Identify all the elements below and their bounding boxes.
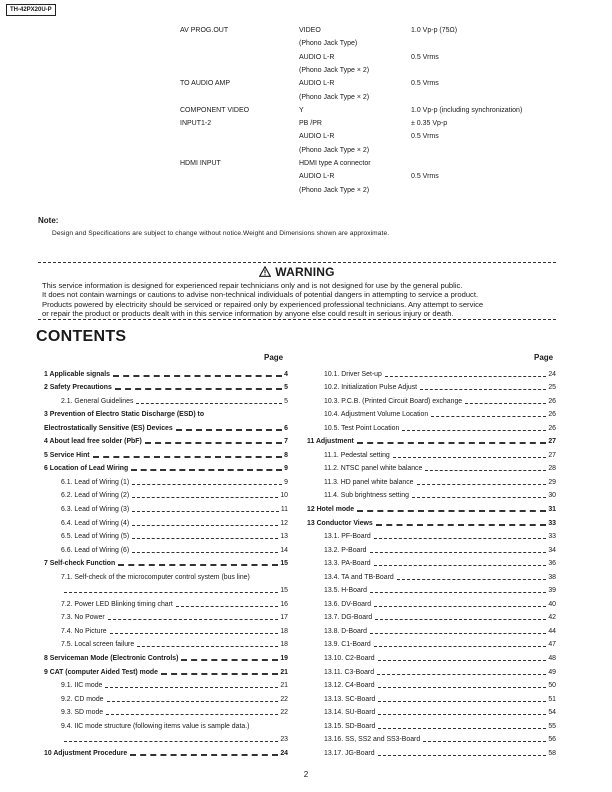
toc-entry-title: 6 Location of Lead Wiring (44, 465, 129, 473)
spec-item: VIDEO (299, 27, 321, 34)
toc-entry-page: 30 (548, 492, 556, 500)
toc-entry-page: 18 (280, 641, 288, 649)
toc-entry-title: 13.14. SU-Board (324, 709, 376, 717)
spec-row (0, 24, 612, 37)
toc-entry-title: 7 Self-check Function (44, 560, 116, 568)
spec-value: 0.5 Vrms (411, 53, 439, 61)
toc-entry-page: 26 (548, 397, 556, 405)
toc-entry-title: 13.11. C3-Board (324, 668, 375, 676)
toc-entry-title: 13 Conductor Views (307, 519, 373, 527)
warning-line: or repair the product or products dealt with in this service information by anyone else could result in serious injury or death. (42, 308, 454, 318)
toc-entry-page: 21 (280, 668, 288, 676)
toc-entry-title: 11 Adjustment (307, 438, 354, 446)
toc-entry-page: 19 (280, 655, 288, 663)
toc-entry[interactable] (44, 582, 288, 596)
toc-entry-title: 11.1. Pedestal setting (324, 451, 390, 459)
toc-entry-title: 10 Adjustment Procedure (44, 749, 128, 757)
toc-leader-line (118, 564, 278, 566)
spec-row (0, 117, 612, 130)
toc-entry-title: 7.2. Power LED Blinking timing chart (61, 600, 173, 608)
toc-leader-line (431, 416, 546, 417)
toc-entry-page: 14 (280, 546, 288, 554)
spec-row (0, 170, 612, 183)
toc-entry[interactable] (44, 717, 288, 731)
spec-item: AUDIO L-R (299, 53, 335, 61)
toc-leader-line (176, 606, 278, 607)
toc-entry-title: 9.3. SD mode (61, 709, 104, 717)
toc-entry[interactable] (44, 392, 288, 406)
toc-leader-line (376, 524, 547, 526)
toc-leader-line (374, 646, 547, 647)
toc-entry[interactable] (307, 595, 556, 609)
toc-leader-line (377, 674, 546, 675)
toc-entry[interactable] (44, 731, 288, 745)
toc-leader-line (374, 538, 547, 539)
toc-leader-line (378, 701, 546, 702)
toc-leader-line (115, 388, 282, 390)
toc-leader-line (107, 701, 279, 702)
toc-entry[interactable] (307, 744, 556, 758)
spec-row (0, 91, 612, 104)
toc-entry[interactable] (307, 582, 556, 596)
toc-entry[interactable] (307, 717, 556, 731)
toc-entry-title: 6.6. Lead of Wiring (6) (61, 546, 130, 554)
spec-value: 1.0 Vp-p (75Ω) (411, 27, 458, 34)
toc-entry-title: 7.5. Local screen failure (61, 641, 135, 649)
toc-entry-page: 36 (548, 560, 556, 568)
toc-entry[interactable] (44, 609, 288, 623)
toc-leader-line (378, 660, 547, 661)
toc-entry-title: 7.4. No Picture (61, 627, 107, 635)
toc-entry-title: 13.12. C4-Board (324, 682, 375, 690)
toc-entry-page: 48 (548, 655, 556, 663)
toc-entry-title: 13.9. C1-Board (324, 641, 371, 649)
toc-entry-page: 38 (548, 573, 556, 581)
toc-entry-page: 8 (284, 451, 288, 459)
toc-entry[interactable] (44, 487, 288, 501)
toc-entry-title: 2.1. General Guidelines (61, 397, 134, 405)
toc-entry[interactable] (44, 528, 288, 542)
toc-leader-line (374, 606, 546, 607)
toc-entry-title: 10.4. Adjustment Volume Location (324, 411, 429, 419)
warning-title (38, 265, 556, 280)
toc-entry-title: 9.2. CD mode (61, 695, 104, 703)
toc-entry-title: 6.5. Lead of Wiring (5) (61, 533, 130, 541)
toc-entry[interactable] (307, 433, 556, 447)
toc-entry-page: 7 (284, 438, 288, 446)
page-column-header-right: Page (534, 353, 554, 362)
toc-entry-page: 26 (548, 424, 556, 432)
toc-entry[interactable] (307, 487, 556, 501)
toc-entry-page: 10 (280, 492, 288, 500)
spec-row (0, 184, 612, 197)
toc-entry[interactable] (44, 677, 288, 691)
spec-row (0, 64, 612, 77)
spec-label: TO AUDIO AMP (180, 80, 231, 88)
toc-leader-line (132, 484, 282, 485)
toc-entry-page: 4 (284, 370, 288, 378)
spec-item: (Phono Jack Type × 2) (299, 93, 370, 101)
toc-leader-line (93, 456, 283, 458)
toc-entry-title: 13.17. JG-Board (324, 749, 375, 757)
toc-entry-page: 51 (548, 695, 556, 703)
spec-label: COMPONENT VIDEO (180, 106, 250, 114)
toc-entry[interactable] (307, 514, 556, 528)
spec-row (0, 51, 612, 64)
toc-leader-line (145, 442, 282, 444)
toc-entry-title: 11.4. Sub brightness setting (324, 492, 409, 500)
warning-line: Products powered by electricity should be serviced or repaired only by experienced professional technicians. Any attempt to service (42, 299, 484, 309)
toc-entry[interactable] (307, 568, 556, 582)
toc-entry-title: 11.2. NTSC panel white balance (324, 465, 423, 473)
toc-entry-title: 3 Prevention of Electro Static Discharge (ESD) to (44, 411, 205, 419)
toc-entry-page: 34 (548, 546, 556, 554)
spec-item: (Phono Jack Type × 2) (299, 146, 370, 154)
toc-entry[interactable] (44, 649, 288, 663)
toc-leader-line (110, 633, 279, 634)
warning-line: This service information is designed for experienced repair technicians only and is not designed for use by the general public. (42, 281, 463, 290)
toc-entry[interactable] (44, 541, 288, 555)
spec-item: AUDIO L-R (299, 133, 335, 141)
toc-leader-line (132, 538, 278, 539)
toc-entry-title: 4 About lead free solder (PbF) (44, 438, 142, 446)
toc-entry-title: 13.4. TA and TB-Board (324, 573, 394, 581)
toc-entry[interactable] (307, 731, 556, 745)
toc-leader-line (375, 619, 546, 620)
toc-leader-line (412, 497, 546, 498)
toc-entry-title: 7.1. Self-check of the microcomputer control system (bus line) (61, 573, 250, 581)
toc-entry[interactable] (44, 595, 288, 609)
spec-row (0, 37, 612, 50)
toc-leader-line (370, 592, 546, 593)
toc-leader-line (357, 510, 546, 512)
toc-entry-title: 9.1. IIC mode (61, 682, 103, 690)
warning-title-text: WARNING (275, 265, 335, 279)
spec-label: HDMI INPUT (180, 160, 221, 167)
toc-leader-line (465, 403, 546, 404)
toc-entry-page: 54 (548, 709, 556, 717)
toc-entry[interactable] (307, 609, 556, 623)
toc-entry[interactable] (307, 555, 556, 569)
toc-entry-title: 9 CAT (computer Aided Test) mode (44, 668, 158, 676)
toc-entry-title: 10.2. Initialization Pulse Adjust (324, 384, 418, 392)
toc-entry-page: 56 (548, 736, 556, 744)
spec-item: (Phono Jack Type) (299, 40, 358, 48)
toc-entry[interactable] (44, 460, 288, 474)
toc-entry[interactable] (44, 663, 288, 677)
toc-leader-line (136, 403, 282, 404)
spec-label: INPUT1-2 (180, 120, 212, 128)
toc-leader-line (105, 687, 278, 688)
toc-entry-title: 6.2. Lead of Wiring (2) (61, 492, 130, 500)
note-label: Note: (38, 216, 59, 225)
toc-entry-title: 8 Serviceman Mode (Electronic Controls) (44, 655, 179, 663)
toc-entry-title: 13.5. H-Board (324, 587, 367, 595)
toc-leader-line (176, 429, 282, 431)
toc-leader-line (423, 741, 546, 742)
toc-entry-title: 10.3. P.C.B. (Printed Circuit Board) exchange (324, 397, 463, 405)
toc-entry-title: 10.5. Test Point Location (324, 424, 400, 432)
note-text: Design and Specifications are subject to change without notice.Weight and Dimensions shown are approximate. (52, 230, 390, 237)
toc-leader-line (378, 755, 547, 756)
toc-entry-title: Electrostatically Sensitive (ES) Devices (44, 424, 173, 432)
toc-entry[interactable] (44, 636, 288, 650)
toc-entry[interactable] (44, 622, 288, 636)
toc-leader-line (108, 619, 279, 620)
toc-entry-page: 40 (548, 600, 556, 608)
spec-label: AV PROG.OUT (180, 27, 229, 34)
toc-entry-page: 15 (280, 560, 288, 568)
toc-entry[interactable] (307, 365, 556, 379)
toc-entry-page: 39 (548, 587, 556, 595)
toc-entry-title: 13.7. DG-Board (324, 614, 373, 622)
toc-entry-page: 16 (280, 600, 288, 608)
toc-entry-page: 9 (284, 478, 288, 486)
toc-entry[interactable] (307, 446, 556, 460)
spec-item: (Phono Jack Type × 2) (299, 66, 370, 74)
toc-entry[interactable] (44, 744, 288, 758)
spec-value: 0.5 Vrms (411, 80, 439, 88)
toc-entry-page: 17 (280, 614, 288, 622)
toc-leader-line (420, 389, 546, 390)
toc-leader-line (370, 552, 547, 553)
toc-entry-page: 33 (548, 519, 556, 527)
toc-entry-title: 5 Service Hint (44, 451, 90, 459)
toc-entry[interactable] (307, 528, 556, 542)
toc-entry[interactable] (44, 433, 288, 447)
spec-value: ± 0.35 Vp-p (411, 120, 448, 128)
toc-entry-page: 29 (548, 478, 556, 486)
toc-entry-page: 42 (548, 614, 556, 622)
toc-entry[interactable] (307, 636, 556, 650)
toc-entry-title: 13.13. SC-Board (324, 695, 376, 703)
spec-value: 1.0 Vp-p (including synchronization) (411, 106, 523, 114)
toc-entry-page: 5 (284, 384, 288, 392)
toc-entry-page: 6 (284, 424, 288, 432)
spec-item: AUDIO L-R (299, 80, 335, 88)
toc-leader-line (378, 714, 546, 715)
toc-left-column (44, 365, 288, 758)
spec-item: PB /PR (299, 120, 322, 128)
toc-entry[interactable] (307, 392, 556, 406)
toc-entry[interactable] (307, 663, 556, 677)
toc-entry-page: 23 (280, 736, 288, 744)
toc-leader-line (64, 592, 278, 593)
toc-entry-page: 22 (280, 709, 288, 717)
spec-row (0, 104, 612, 117)
toc-right-column (307, 365, 556, 758)
toc-entry[interactable] (44, 555, 288, 569)
toc-entry-title: 10.1. Driver Set-up (324, 370, 382, 378)
toc-entry[interactable] (44, 568, 288, 582)
toc-entry[interactable] (44, 704, 288, 718)
spec-row (0, 130, 612, 143)
toc-leader-line (64, 741, 278, 742)
spec-item: (Phono Jack Type × 2) (299, 186, 370, 194)
toc-entry-page: 22 (280, 695, 288, 703)
toc-leader-line (374, 565, 547, 566)
spec-row (0, 157, 612, 170)
toc-leader-line (397, 579, 547, 580)
toc-entry-title: 13.16. SS, SS2 and SS3-Board (324, 736, 421, 744)
toc-entry-page: 11 (280, 506, 288, 514)
toc-entry[interactable] (44, 500, 288, 514)
toc-entry-title: 13.1. PF-Board (324, 533, 371, 541)
toc-entry-page: 44 (548, 627, 556, 635)
toc-leader-line (113, 375, 282, 377)
toc-entry-title: 13.6. DV-Board (324, 600, 372, 608)
page-number: 2 (303, 770, 309, 779)
toc-entry-title: 13.8. D-Board (324, 627, 367, 635)
toc-entry-title: 13.15. SD-Board (324, 722, 376, 730)
toc-entry[interactable] (307, 406, 556, 420)
toc-entry[interactable] (44, 514, 288, 528)
toc-entry-page: 5 (284, 397, 288, 405)
toc-leader-line (370, 633, 546, 634)
toc-leader-line (417, 484, 547, 485)
toc-entry-page: 33 (548, 533, 556, 541)
toc-entry[interactable] (307, 500, 556, 514)
toc-leader-line (378, 728, 546, 729)
toc-entry[interactable] (44, 690, 288, 704)
toc-entry[interactable] (44, 419, 288, 433)
spec-row (0, 77, 612, 90)
toc-entry-title: 1 Applicable signals (44, 370, 110, 378)
toc-entry[interactable] (307, 460, 556, 474)
toc-entry-page: 15 (280, 587, 288, 595)
toc-entry-page: 21 (280, 682, 288, 690)
warning-line: It does not contain warnings or cautions to advise non-technical individuals of potential dangers in attempting to service a product. (42, 290, 479, 300)
spec-item: AUDIO L-R (299, 173, 335, 181)
toc-entry-page: 58 (548, 749, 556, 757)
toc-leader-line (161, 673, 278, 675)
toc-leader-line (106, 714, 278, 715)
toc-entry-page: 55 (548, 722, 556, 730)
toc-leader-line (132, 525, 278, 526)
toc-entry-title: 9.4. IIC mode structure (following items value is sample data.) (61, 722, 250, 730)
toc-entry[interactable] (307, 419, 556, 433)
toc-entry[interactable] (307, 649, 556, 663)
toc-leader-line (130, 754, 278, 756)
toc-entry-title: 12 Hotel mode (307, 506, 355, 514)
toc-entry[interactable] (307, 690, 556, 704)
toc-entry-title: 13.2. P-Board (324, 546, 367, 554)
toc-leader-line (402, 430, 546, 431)
warning-box (38, 262, 556, 320)
model-number-tag: TH-42PX20U-P (6, 4, 56, 16)
contents-title: CONTENTS (36, 328, 127, 345)
toc-leader-line (132, 552, 278, 553)
toc-entry-title: 6.4. Lead of Wiring (4) (61, 519, 130, 527)
toc-entry-title: 13.10. C2-Board (324, 655, 375, 663)
toc-entry[interactable] (44, 365, 288, 379)
toc-entry-title: 6.3. Lead of Wiring (3) (61, 506, 130, 514)
toc-entry-page: 24 (548, 370, 556, 378)
toc-entry-page: 50 (548, 682, 556, 690)
toc-entry-page: 26 (548, 411, 556, 419)
toc-leader-line (357, 442, 546, 444)
toc-entry-page: 13 (280, 533, 288, 541)
toc-leader-line (378, 687, 547, 688)
toc-leader-line (132, 497, 278, 498)
toc-entry[interactable] (44, 406, 288, 420)
toc-entry[interactable] (307, 473, 556, 487)
toc-entry[interactable] (307, 677, 556, 691)
toc-entry-page: 12 (280, 519, 288, 527)
toc-entry-page: 18 (280, 627, 288, 635)
toc-leader-line (131, 469, 282, 471)
toc-entry-page: 27 (548, 451, 556, 459)
toc-entry[interactable] (44, 473, 288, 487)
toc-leader-line (393, 457, 547, 458)
toc-entry-title: 11.3. HD panel white balance (324, 478, 414, 486)
toc-entry-title: 13.3. PA-Board (324, 560, 371, 568)
toc-entry[interactable] (307, 541, 556, 555)
spec-item: Y (299, 106, 304, 114)
spec-item: HDMI type A connector (299, 160, 371, 167)
toc-entry[interactable] (44, 446, 288, 460)
toc-entry-page: 24 (280, 749, 288, 757)
toc-entry[interactable] (307, 622, 556, 636)
toc-entry-page: 28 (548, 465, 556, 473)
warning-text (42, 281, 483, 318)
toc-leader-line (137, 646, 278, 647)
warning-triangle-icon (259, 266, 271, 280)
spec-row (0, 144, 612, 157)
toc-entry-page: 47 (548, 641, 556, 649)
toc-leader-line (385, 376, 546, 377)
toc-leader-line (132, 511, 279, 512)
toc-entry-page: 27 (548, 438, 556, 446)
toc-entry-title: 6.1. Lead of Wiring (1) (61, 478, 130, 486)
toc-entry-title: 7.3. No Power (61, 614, 105, 622)
page-column-header-left: Page (264, 353, 284, 362)
spec-value: 0.5 Vrms (411, 173, 439, 181)
toc-entry-page: 49 (548, 668, 556, 676)
toc-leader-line (181, 659, 278, 661)
toc-entry-page: 25 (548, 384, 556, 392)
spec-value: 0.5 Vrms (411, 133, 439, 141)
toc-entry-page: 9 (284, 465, 288, 473)
toc-entry[interactable] (307, 379, 556, 393)
toc-entry-title: 2 Safety Precautions (44, 384, 112, 392)
toc-entry[interactable] (307, 704, 556, 718)
toc-entry[interactable] (44, 379, 288, 393)
toc-entry-page: 31 (548, 506, 556, 514)
toc-leader-line (425, 470, 546, 471)
